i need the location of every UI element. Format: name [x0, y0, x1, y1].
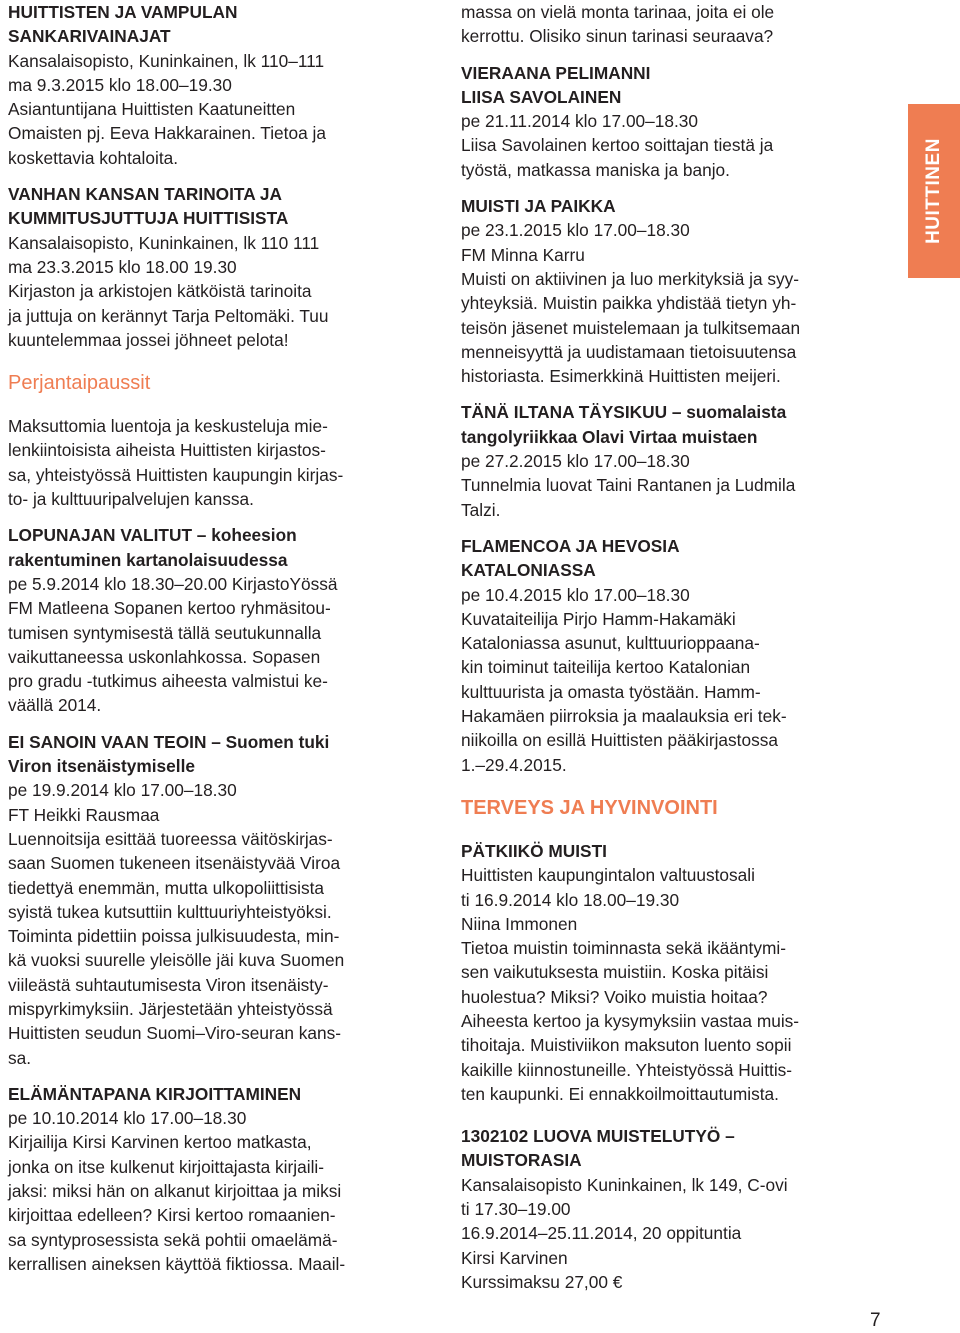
text-line: 16.9.2014–25.11.2014, 20 oppituntia	[461, 1223, 742, 1244]
heading-line: LOPUNAJAN VALITUT – koheesion	[8, 525, 297, 546]
text-line: Huittisten seudun Suomi–Viro-seuran kans-	[8, 1023, 342, 1044]
text-line: lenkiintoisista aiheista Huittisten kirjastos-	[8, 440, 326, 461]
text-line: pe 5.9.2014 klo 18.30–20.00 KirjastoYössä	[8, 573, 338, 594]
text-line: sen vaikutuksesta muistiin. Koska pitäisi	[461, 962, 769, 983]
text-line: Kataloniassa asunut, kulttuurioppaana-	[461, 633, 760, 654]
text-line: Aiheesta kertoo ja kysymyksiin vastaa muis-	[461, 1010, 800, 1031]
text-line: pe 10.4.2015 klo 17.00–18.30	[461, 584, 690, 605]
heading-line: VIERAANA PELIMANNI	[461, 62, 651, 83]
text-line: niikoilla on esillä Huittisten pääkirjastossa	[461, 730, 778, 751]
left-column	[8, 0, 428, 1276]
text-line: kerrallisen aineksen käyttöä fiktiossa. Maail-	[8, 1253, 346, 1274]
text-line: tumisen syntymisestä tällä seutukunnalla	[8, 622, 322, 643]
text-line: pe 27.2.2015 klo 17.00–18.30	[461, 451, 690, 472]
text-line: työstä, matkassa maniska ja banjo.	[461, 159, 730, 180]
text-line: Kansalaisopisto, Kuninkainen, lk 110 111	[8, 232, 320, 253]
text-line: historiasta. Esimerkkinä Huittisten meijeri.	[461, 366, 781, 387]
heading-line: rakentuminen kartanolaisuudessa	[8, 549, 288, 570]
text-line: Huittisten kaupungintalon valtuustosali	[461, 865, 755, 886]
text-line: kin toiminut taiteilija kertoo Katalonian	[461, 657, 751, 678]
side-tab-label: HUITTINEN	[923, 138, 944, 244]
heading-line: ELÄMÄNTAPANA KIRJOITTAMINEN	[8, 1083, 302, 1104]
text-line: ten kaupunki. Ei ennakkoilmoittautumista.	[461, 1083, 779, 1104]
text-line: Niina Immonen	[461, 913, 578, 934]
heading-line: 1302102 LUOVA MUISTELUTYÖ –	[461, 1126, 735, 1147]
text-line: ma 23.3.2015 klo 18.00 19.30	[8, 256, 237, 277]
heading-line: EI SANOIN VAAN TEOIN – Suomen tuki	[8, 731, 330, 752]
heading-line: KATALONIASSA	[461, 560, 596, 581]
text-line: Kuvataiteilija Pirjo Hamm-Hakamäki	[461, 608, 736, 629]
section-title: TERVEYS JA HYVINVOINTI	[461, 796, 718, 819]
text-line: pe 21.11.2014 klo 17.00–18.30	[461, 111, 699, 132]
text-line: väällä 2014.	[8, 695, 102, 716]
text-line: massa on vielä monta tarinaa, joita ei ole	[461, 2, 775, 22]
heading-line: SANKARIVAINAJAT	[8, 26, 171, 47]
text-line: kuuntelemmaa jossei jöhneet pelota!	[8, 329, 289, 350]
text-line: Toiminta pidettiin poissa julkisuudesta, min-	[8, 926, 340, 947]
text-line: jonka on itse kulkenut kirjoittajasta kirjaili-	[8, 1156, 324, 1177]
text-line: Kirjaston ja arkistojen kätköistä tarinoita	[8, 281, 312, 302]
heading-line: VANHAN KANSAN TARINOITA JA	[8, 184, 282, 205]
text-line: Asiantuntijana Huittisten Kaatuneitten	[8, 99, 296, 120]
text-line: Muisti on aktiivinen ja luo merkityksiä ja syy-	[461, 268, 800, 289]
text-line: ti 16.9.2014 klo 18.00–19.30	[461, 889, 680, 910]
text-line: yhteyksiä. Muistin paikka yhdistää tietyn yh-	[461, 293, 797, 314]
text-line: Hakamäen piirroksia ja maalauksia eri tek-	[461, 706, 787, 727]
text-line: FT Heikki Rausmaa	[8, 804, 160, 825]
text-line: tihoitaja. Muistiviikon maksuton luento sopii	[461, 1035, 792, 1056]
heading-line: MUISTI JA PAIKKA	[461, 196, 616, 217]
text-line: vaikuttaneessa uskonlahkossa. Sopasen	[8, 646, 321, 667]
text-line: FM Matleena Sopanen kertoo ryhmäsitou-	[8, 598, 331, 619]
text-line: ma 9.3.2015 klo 18.00–19.30	[8, 74, 232, 95]
text-line: Kansalaisopisto Kuninkainen, lk 149, C-ovi	[461, 1174, 788, 1195]
heading-line: Viron itsenäistymiselle	[8, 756, 195, 777]
text-line: jaksi: miksi hän on alkanut kirjoittaa ja miksi	[8, 1181, 342, 1202]
text-line: ja juttuja on kerännyt Tarja Peltomäki. Tuu	[8, 305, 329, 326]
text-line: pe 19.9.2014 klo 17.00–18.30	[8, 780, 237, 801]
text-line: Kirsi Karvinen	[461, 1247, 568, 1268]
heading-line: HUITTISTEN JA VAMPULAN	[8, 2, 238, 22]
text-line: pro gradu -tutkimus aiheesta valmistui ke-	[8, 671, 328, 692]
text-line: sa.	[8, 1047, 32, 1068]
heading-line: TÄNÄ ILTANA TÄYSIKUU – suomalaista	[461, 402, 787, 423]
heading-line: MUISTORASIA	[461, 1150, 582, 1171]
right-column	[461, 0, 891, 1294]
heading-line: KUMMITUSJUTTUJA HUITTISISTA	[8, 208, 289, 229]
text-line: Maksuttomia luentoja ja keskusteluja mie-	[8, 416, 328, 437]
text-line: mispyrkimyksiin. Järjestetään yhteistyössä	[8, 998, 333, 1019]
text-line: kerrottu. Olisiko sinun tarinasi seuraava?	[461, 26, 774, 47]
text-line: saan Suomen tukeneen itsenäistyvää Viroa	[8, 853, 341, 874]
text-line: kirjoittaa edelleen? Kirsi kertoo romaanien-	[8, 1205, 336, 1226]
text-line: Talzi.	[461, 499, 501, 520]
text-line: menneisyyttä ja uudistamaan tietoisuutensa	[461, 341, 797, 362]
text-line: Omaisten pj. Eeva Hakkarainen. Tietoa ja	[8, 123, 326, 144]
heading-line: FLAMENCOA JA HEVOSIA	[461, 535, 680, 556]
text-line: viileästä suhtautumisesta Viron itsenäisty-	[8, 974, 329, 995]
text-line: teisön jäsenet muistelemaan ja tulkitsemaan	[461, 317, 801, 338]
text-line: pe 10.10.2014 klo 17.00–18.30	[8, 1108, 247, 1129]
section-title: Perjantaipaussit	[8, 372, 151, 395]
text-line: sa, yhteistyössä Huittisten kaupungin kirjas-	[8, 464, 344, 485]
text-line: tiedettyä enemmän, mutta ulkopoliittisista	[8, 877, 325, 898]
text-line: ti 17.30–19.00	[461, 1199, 571, 1220]
text-line: kulttuurista ja omasta työstään. Hamm-	[461, 681, 761, 702]
text-line: Luennoitsija esittää tuoreessa väitöskirjas-	[8, 828, 333, 849]
text-line: FM Minna Karru	[461, 244, 585, 265]
text-line: huolestua? Miksi? Voiko muistia hoitaa?	[461, 986, 768, 1007]
text-line: kä vuoksi suurelle yleisölle jäi kuva Suomen	[8, 950, 345, 971]
page-number: 7	[870, 1310, 881, 1331]
text-line: syistä tukea kutsuttiin kulttuuriyhteistyöksi.	[8, 901, 332, 922]
text-line: pe 23.1.2015 klo 17.00–18.30	[461, 220, 690, 241]
heading-line: PÄTKIIKÖ MUISTI	[461, 840, 607, 861]
text-line: Kurssimaksu 27,00 €	[461, 1271, 623, 1292]
text-line: kaikille kiinnostuneille. Yhteistyössä Huittis-	[461, 1059, 793, 1080]
text-line: Liisa Savolainen kertoo soittajan tiestä ja	[461, 135, 774, 156]
text-line: Tietoa muistin toiminnasta sekä ikääntymi-	[461, 938, 786, 959]
text-line: sa syntyprosessista sekä pohtii omaelämä-	[8, 1229, 338, 1250]
text-line: Tunnelmia luovat Taini Rantanen ja Ludmila	[461, 475, 796, 496]
text-line: Kansalaisopisto, Kuninkainen, lk 110–111	[8, 50, 325, 71]
text-line: to- ja kulttuuripalvelujen kanssa.	[8, 489, 254, 510]
heading-line: tangolyriikkaa Olavi Virtaa muistaen	[461, 426, 758, 447]
side-tab	[908, 104, 960, 278]
text-line: koskettavia kohtaloita.	[8, 147, 179, 168]
text-line: 1.–29.4.2015.	[461, 754, 567, 775]
heading-line: LIISA SAVOLAINEN	[461, 86, 622, 107]
text-line: Kirjailija Kirsi Karvinen kertoo matkasta,	[8, 1132, 312, 1153]
